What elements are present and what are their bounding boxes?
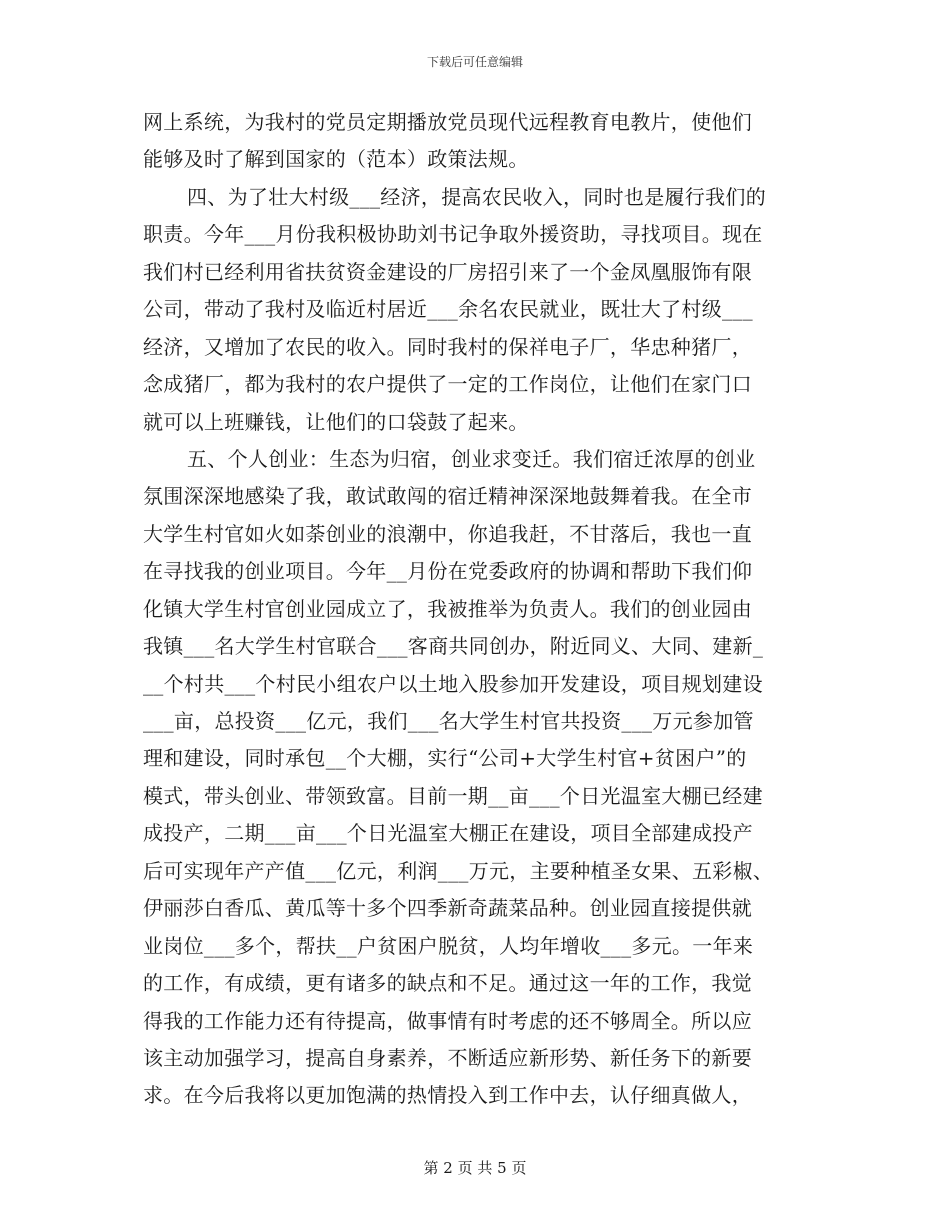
document-body — [143, 104, 807, 1115]
text-line: __个村共___个村民小组农户以土地入股参加开发建设，项目规划建设 — [143, 671, 763, 696]
text-line: 成投产，二期___亩___个日光温室大棚正在建设，项目全部建成投产 — [143, 821, 753, 846]
text-line: 求。在今后我将以更加饱满的热情投入到工作中去，认仔细真做人， — [143, 1083, 752, 1108]
text-line: 我们村已经利用省扶贫资金建设的厂房招引来了一个金凤凰服饰有限 — [143, 259, 752, 284]
text-line: 我镇___名大学生村官联合___客商共同创办，附近同义、大同、建新_ — [143, 634, 764, 659]
text-line: 氛围深深地感染了我，敢试敢闯的宿迁精神深深地鼓舞着我。在全市 — [143, 484, 752, 509]
text-line: 该主动加强学习，提高自身素养，不断适应新形势、新任务下的新要 — [143, 1045, 752, 1070]
text-line: 得我的工作能力还有待提高，做事情有时考虑的还不够周全。所以应 — [143, 1008, 752, 1033]
paragraph-start-line: 四、为了壮大村级___经济，提高农民收入，同时也是履行我们的 — [187, 184, 766, 209]
text-line: ___亩，总投资___亿元，我们___名大学生村官共投资___万元参加管 — [143, 709, 754, 733]
text-line: 网上系统，为我村的党员定期播放党员现代远程教育电教片，使他们 — [143, 110, 752, 134]
text-line: 业岗位___多个，帮扶__户贫困户脱贫，人均年增收___多元。一年来 — [143, 933, 754, 958]
text-line: 经济，又增加了农民的收入。同时我村的保祥电子厂，华忠种猪厂， — [143, 334, 752, 359]
text-line: 的工作，有成绩，更有诸多的缺点和不足。通过这一年的工作，我觉 — [143, 971, 752, 996]
text-line: 后可实现年产产值___亿元，利润___万元，主要种植圣女果、五彩椒、 — [143, 858, 774, 883]
text-line: 公司，带动了我村及临近村居近___余名农民就业，既壮大了村级___ — [143, 297, 753, 322]
text-line: 大学生村官如火如荼创业的浪潮中，你追我赶，不甘落后，我也一直 — [143, 521, 752, 546]
text-line: 模式，带头创业、带领致富。目前一期__亩___个日光温室大棚已经建 — [143, 783, 763, 808]
text-line: 念成猪厂，都为我村的农户提供了一定的工作岗位，让他们在家门口 — [143, 372, 752, 397]
text-line: 化镇大学生村官创业园成立了，我被推举为负责人。我们的创业园由 — [143, 596, 752, 621]
text-line: 在寻找我的创业项目。今年__月份在党委政府的协调和帮助下我们仰 — [143, 559, 753, 584]
page-number: 第 2 页 共 5 页 — [423, 1159, 527, 1177]
text-line: 能够及时了解到国家的（范本）政策法规。 — [143, 147, 529, 172]
paragraph-start-line: 五、个人创业：生态为归宿，创业求变迁。我们宿迁浓厚的创业 — [187, 446, 756, 471]
page-header: 下载后可任意编辑 — [426, 55, 523, 69]
text-line: 职责。今年___月份我积极协助刘书记争取外援资助，寻找项目。现在 — [143, 222, 763, 247]
text-line: 理和建设，同时承包__个大棚，实行“公司+大学生村官+贫困户”的 — [143, 746, 747, 771]
text-line: 就可以上班赚钱，让他们的口袋鼓了起来。 — [143, 409, 529, 434]
text-line: 伊丽莎白香瓜、黄瓜等十多个四季新奇蔬菜品种。创业园直接提供就 — [143, 896, 752, 921]
